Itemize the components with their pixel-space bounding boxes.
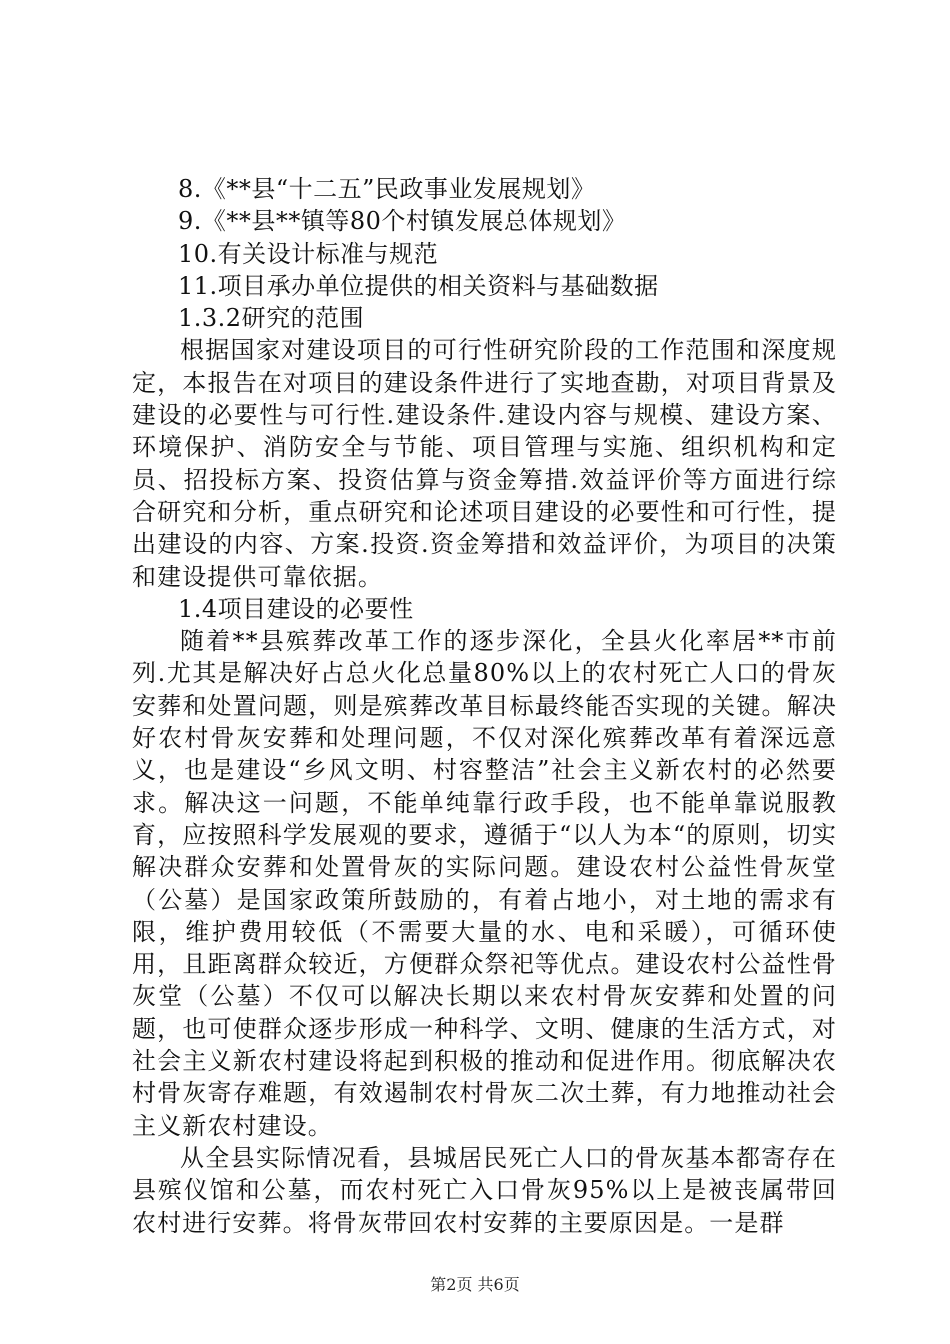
- section-1-3-2-paragraph: 根据国家对建设项目的可行性研究阶段的工作范围和深度规定，本报告在对项目的建设条件进行了实地查勘，对项目背景及建设的必要性与可行性.建设条件.建设内容与规模、建设方案、环境保护、消防安全与节能、项目管理与实施、组织机构和定员、招投标方案、投资估算与资金筹措.效益评价等方面进行综合研究和分析，重点研究和论述项目建设的必要性和可行性，提出建设的内容、方案.投资.资金筹措和效益评价，为项目的决策和建设提供可靠依据。: [132, 336, 837, 591]
- reference-item-11: 11.项目承办单位提供的相关资料与基础数据: [178, 271, 659, 300]
- reference-item-8: 8.《**县“十二五”民政事业发展规划》: [178, 175, 596, 203]
- page-footer: 第2页 共6页: [430, 1275, 520, 1294]
- reference-item-9: 9.《**县**镇等80个村镇发展总体规划》: [178, 207, 627, 236]
- section-heading-1-3-2: 1.3.2研究的范围: [178, 304, 365, 333]
- section-1-4-paragraph-2: 从全县实际情况看，县城居民死亡人口的骨灰基本都寄存在县殡仪馆和公墓，而农村死亡入口骨灰95%以上是被丧属带回农村进行安葬。将骨灰带回农村安葬的主要原因是。一是群: [132, 1143, 837, 1237]
- section-1-4-paragraph-1: 随着**县殡葬改革工作的逐步深化，全县火化率居**市前列.尤其是解决好占总火化总量80%以上的农村死亡人口的骨灰安葬和处置问题，则是殡葬改革目标最终能否实现的关键。解决好农村骨灰安葬和处理问题，不仅对深化殡葬改革有着深远意义，也是建设“乡风文明、村容整洁”社会主义新农村的必然要求。解决这一问题，不能单纯靠行政手段，也不能单靠说服教育，应按照科学发展观的要求，遵循于“以人为本“的原则，切实解决群众安葬和处置骨灰的实际问题。建设农村公益性骨灰堂（公墓）是国家政策所鼓励的，有着占地小，对土地的需求有限，维护费用较低（不需要大量的水、电和采暖），可循环使用，且距离群众较近，方便群众祭祀等优点。建设农村公益性骨灰堂（公墓）不仅可以解决长期以来农村骨灰安葬和处置的问题，也可使群众逐步形成一种科学、文明、健康的生活方式，对社会主义新农村建设将起到积极的推动和促进作用。彻底解决农村骨灰寄存难题，有效遏制农村骨灰二次土葬，有力地推动社会主义新农村建设。: [132, 627, 837, 1140]
- reference-item-10: 10.有关设计标准与规范: [178, 239, 439, 268]
- document-body: [132, 173, 837, 1239]
- section-heading-1-4: 1.4项目建设的必要性: [178, 594, 414, 623]
